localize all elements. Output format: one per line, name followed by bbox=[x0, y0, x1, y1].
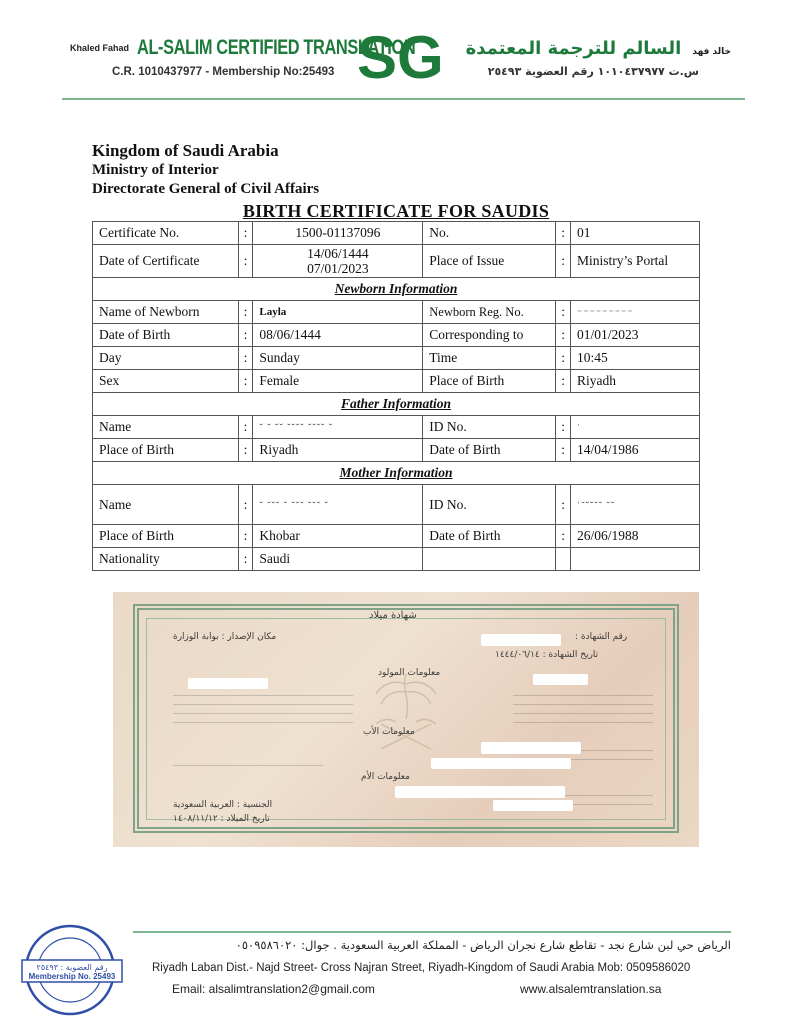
cell-empty bbox=[556, 548, 571, 571]
cell-label: ID No. bbox=[423, 416, 556, 439]
saudi-emblem-watermark-icon bbox=[361, 664, 451, 764]
cell-value: 08/06/1444 bbox=[253, 324, 423, 347]
cell-label: Date of Birth bbox=[93, 324, 239, 347]
cell-colon: : bbox=[238, 222, 253, 245]
photo-cert-date-ar: تاريخ الشهادة : ١٤٤٤/٠٦/١٤ bbox=[495, 650, 599, 660]
stamp-text-en: Membership No. 25493 bbox=[28, 972, 116, 981]
section-header-father: Father Information bbox=[93, 393, 700, 416]
footer-email: Email: alsalimtranslation2@gmail.com bbox=[172, 982, 375, 996]
cell-label: Date of Certificate bbox=[93, 245, 239, 278]
cr-number-en: C.R. 1010437977 - Membership No:25493 bbox=[112, 66, 335, 78]
cell-value: 1500-01137096 bbox=[253, 222, 423, 245]
cr-number-ar: س.ت ١٠١٠٤٣٧٩٧٧ رقم العضوية ٢٥٤٩٣ bbox=[487, 65, 699, 78]
cell-value: 14/04/1986 bbox=[571, 439, 700, 462]
cell-label: Place of Birth bbox=[93, 439, 239, 462]
cell-label: No. bbox=[423, 222, 556, 245]
cell-label: Place of Birth bbox=[93, 525, 239, 548]
cell-value bbox=[253, 245, 423, 278]
issuing-authority bbox=[92, 141, 319, 199]
table-row bbox=[93, 222, 700, 245]
cell-value: 10:45 bbox=[571, 347, 700, 370]
cell-label: Time bbox=[423, 347, 556, 370]
owner-name-ar: خالد فهد bbox=[692, 47, 731, 57]
cell-colon: : bbox=[238, 548, 253, 571]
cell-value: Layla bbox=[253, 301, 423, 324]
logo-text: SG bbox=[357, 26, 444, 86]
table-row bbox=[93, 525, 700, 548]
certificate-table bbox=[92, 221, 700, 571]
cell-colon: : bbox=[238, 485, 253, 525]
cell-colon: : bbox=[238, 324, 253, 347]
photo-title-ar: شهادة ميلاد bbox=[369, 610, 417, 621]
photo-text-lines bbox=[513, 687, 653, 727]
section-row bbox=[93, 462, 700, 485]
cell-colon: : bbox=[556, 439, 571, 462]
photo-mother-heading-ar: معلومات الأم bbox=[361, 772, 410, 782]
cell-value-redacted bbox=[253, 485, 423, 525]
cell-label: Place of Birth bbox=[423, 370, 556, 393]
redaction-mark: ˈ˘˘˘˘˘ ˘˘ bbox=[577, 500, 616, 512]
section-header-mother: Mother Information bbox=[93, 462, 700, 485]
cell-colon: : bbox=[556, 245, 571, 278]
redaction-mark: ˘ ˘˘˘ ˘ ˘˘˘ ˘˘˘ ˘ bbox=[259, 500, 329, 512]
heading-directorate: Directorate General of Civil Affairs bbox=[92, 181, 320, 197]
cell-colon: : bbox=[556, 370, 571, 393]
certificate-title: BIRTH CERTIFICATE FOR SAUDIS bbox=[242, 201, 550, 221]
photo-redaction bbox=[431, 758, 571, 769]
footer-website: www.alsalemtranslation.sa bbox=[520, 982, 662, 996]
cell-label: Certificate No. bbox=[93, 222, 239, 245]
date-gregorian: 07/01/2023 bbox=[307, 261, 369, 276]
date-hijri: 14/06/1444 bbox=[307, 246, 369, 261]
cell-value: Khobar bbox=[253, 525, 423, 548]
cell-colon: : bbox=[238, 370, 253, 393]
photo-redaction bbox=[188, 678, 268, 689]
cell-empty bbox=[423, 548, 556, 571]
redaction-mark: ⁻⁻⁻⁻⁻⁻⁻⁻⁻ bbox=[577, 308, 634, 319]
cell-label: Newborn Reg. No. bbox=[423, 301, 556, 324]
cell-colon: : bbox=[238, 525, 253, 548]
table-row bbox=[93, 439, 700, 462]
stamp-text-ar: رقم العضوية : ٢٥٤٩٣ bbox=[36, 963, 108, 972]
table-row bbox=[93, 324, 700, 347]
cell-value: 26/06/1988 bbox=[571, 525, 700, 548]
cell-label: ID No. bbox=[423, 485, 556, 525]
cell-label: Nationality bbox=[93, 548, 239, 571]
photo-cert-no-ar: رقم الشهادة : bbox=[575, 632, 628, 642]
cell-label: Day bbox=[93, 347, 239, 370]
cell-value: 01/01/2023 bbox=[571, 324, 700, 347]
photo-redaction bbox=[481, 742, 581, 754]
cell-colon: : bbox=[556, 222, 571, 245]
cell-label: Sex bbox=[93, 370, 239, 393]
cell-colon: : bbox=[556, 485, 571, 525]
table-row bbox=[93, 416, 700, 439]
cell-value: Ministry’s Portal bbox=[571, 245, 700, 278]
heading-ministry: Ministry of Interior bbox=[92, 162, 219, 178]
cell-colon: : bbox=[556, 347, 571, 370]
letterhead-brand-ar bbox=[466, 38, 731, 59]
letterhead bbox=[0, 0, 791, 105]
table-row bbox=[93, 485, 700, 525]
cell-label: Corresponding to bbox=[423, 324, 556, 347]
table-row bbox=[93, 245, 700, 278]
photo-redaction bbox=[493, 800, 573, 811]
cell-colon: : bbox=[238, 245, 253, 278]
cell-colon: : bbox=[238, 347, 253, 370]
cell-empty bbox=[571, 548, 700, 571]
cell-colon: : bbox=[556, 301, 571, 324]
photo-redaction bbox=[533, 674, 588, 685]
cell-value: 01 bbox=[571, 222, 700, 245]
cell-colon: : bbox=[238, 439, 253, 462]
photo-dob-ar: تاريخ الميلاد : ١٤٠٨/١١/١٢ bbox=[173, 814, 270, 824]
photo-issue-place-ar: مكان الإصدار : بوابة الوزارة bbox=[173, 632, 277, 642]
brand-name-ar: السالم للترجمة المعتمدة bbox=[465, 38, 682, 59]
table-row bbox=[93, 347, 700, 370]
original-certificate-image bbox=[113, 592, 699, 847]
redaction-mark: ˈ bbox=[577, 423, 582, 434]
cell-value: Female bbox=[253, 370, 423, 393]
translation-office-stamp-icon bbox=[18, 920, 126, 1020]
photo-redaction bbox=[395, 786, 565, 798]
brand-name-en: AL-SALIM CERTIFIED TRANSLATION bbox=[137, 36, 416, 59]
footer-divider bbox=[133, 931, 731, 933]
cell-label: Name of Newborn bbox=[93, 301, 239, 324]
letterhead-divider bbox=[62, 98, 745, 100]
cell-colon: : bbox=[556, 324, 571, 347]
photo-redaction bbox=[481, 634, 561, 646]
photo-newborn-heading-ar: معلومات المولود bbox=[378, 668, 441, 678]
footer-address-en: Riyadh Laban Dist.- Najd Street- Cross Najran Street, Riyadh-Kingdom of Saudi Arabia Mob: 0509586020 bbox=[152, 962, 691, 974]
section-row bbox=[93, 278, 700, 301]
cell-colon: : bbox=[556, 525, 571, 548]
footer-address-ar: الرياض حي لبن شارع نجد - تقاطع شارع نجران الرياض - المملكة العربية السعودية . جوال: ٠٥٠٩٥٨٦٠٢٠ bbox=[235, 938, 731, 952]
redaction-mark: ˘ ˘ ˘˘ ˘˘˘˘ ˘˘˘˘ ˘ bbox=[259, 423, 334, 434]
sg-logo-icon bbox=[355, 26, 453, 86]
cell-value-redacted bbox=[571, 416, 700, 439]
section-header-newborn: Newborn Information bbox=[93, 278, 700, 301]
table-row bbox=[93, 301, 700, 324]
cell-colon: : bbox=[238, 416, 253, 439]
cell-value: Sunday bbox=[253, 347, 423, 370]
owner-name-en: Khaled Fahad bbox=[70, 43, 130, 53]
cell-colon: : bbox=[238, 301, 253, 324]
table-row bbox=[93, 370, 700, 393]
cell-label: Date of Birth bbox=[423, 439, 556, 462]
cell-label: Name bbox=[93, 485, 239, 525]
section-row bbox=[93, 393, 700, 416]
cell-label: Date of Birth bbox=[423, 525, 556, 548]
photo-nationality-ar: الجنسية : العربية السعودية bbox=[173, 800, 273, 810]
cell-value: Riyadh bbox=[253, 439, 423, 462]
cell-value-redacted bbox=[571, 485, 700, 525]
table-row bbox=[93, 548, 700, 571]
cell-value: Saudi bbox=[253, 548, 423, 571]
cell-colon: : bbox=[556, 416, 571, 439]
cell-label: Name bbox=[93, 416, 239, 439]
heading-kingdom: Kingdom of Saudi Arabia bbox=[92, 141, 279, 160]
cell-value-redacted bbox=[571, 301, 700, 324]
cell-value: Riyadh bbox=[571, 370, 700, 393]
photo-text-lines bbox=[173, 687, 353, 727]
cell-value-redacted bbox=[253, 416, 423, 439]
photo-father-heading-ar: معلومات الأب bbox=[363, 727, 415, 737]
photo-text-lines bbox=[173, 757, 323, 767]
cell-label: Place of Issue bbox=[423, 245, 556, 278]
